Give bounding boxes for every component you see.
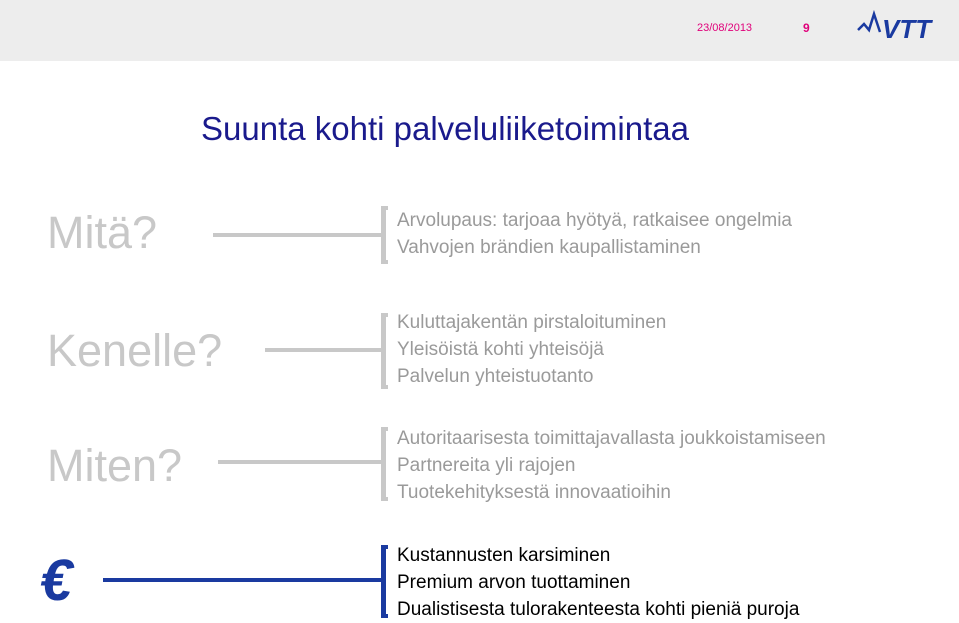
bracket — [381, 313, 388, 389]
item-list-money — [397, 542, 799, 623]
list-item: Partnereita yli rajojen — [397, 455, 576, 476]
list-item: Palvelun yhteistuotanto — [397, 366, 594, 387]
list-item: Vahvojen brändien kaupallistaminen — [397, 237, 701, 258]
question-for-whom: Kenelle? — [47, 325, 223, 376]
bracket — [381, 427, 388, 501]
list-item: Premium arvon tuottaminen — [397, 572, 631, 593]
question-how: Miten? — [47, 440, 183, 491]
list-item: Dualistisesta tulorakenteesta kohti pieniä puroja — [397, 599, 800, 620]
list-item: Kustannusten karsiminen — [397, 545, 611, 566]
connector-line — [265, 348, 381, 352]
bracket — [381, 206, 388, 264]
list-item: Yleisöistä kohti yhteisöjä — [397, 339, 604, 360]
page-number: 9 — [803, 21, 810, 35]
svg-text:VTT: VTT — [882, 14, 932, 44]
connector-line — [103, 578, 381, 582]
vtt-logo-icon — [856, 8, 944, 44]
slide-header — [0, 0, 959, 61]
item-list-what — [397, 207, 792, 261]
euro-icon: € — [40, 548, 73, 613]
list-item: Arvolupaus: tarjoaa hyötyä, ratkaisee ongelmia — [397, 210, 793, 231]
list-item: Kuluttajakentän pirstaloituminen — [397, 312, 667, 333]
item-list-for-whom — [397, 309, 666, 390]
connector-line — [213, 233, 381, 237]
slide-date: 23/08/2013 — [697, 22, 753, 34]
list-item: Autoritaarisesta toimittajavallasta joukkoistamiseen — [397, 428, 826, 449]
slide-title: Suunta kohti palveluliiketoimintaa — [201, 110, 689, 147]
list-item: Tuotekehityksestä innovaatioihin — [397, 482, 671, 503]
question-what: Mitä? — [47, 207, 158, 258]
bracket — [381, 545, 388, 618]
item-list-how — [397, 425, 826, 506]
connector-line — [218, 460, 381, 464]
